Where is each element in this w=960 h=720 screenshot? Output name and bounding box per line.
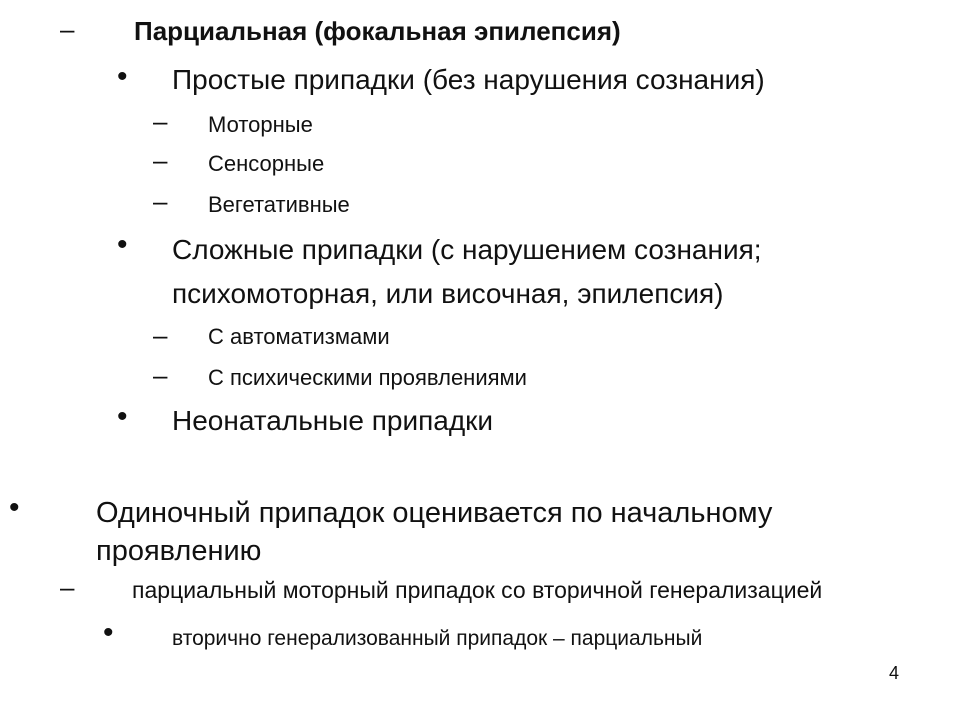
sub-item-psychic: С психическими проявлениями [208, 365, 527, 390]
dash-marker: – [153, 106, 168, 136]
dash-marker: – [153, 186, 168, 216]
dash-marker: – [153, 320, 168, 350]
sub-item-sensory: Сенсорные [208, 151, 325, 176]
section-heading: Парциальная (фокальная эпилепсия) [134, 16, 621, 46]
partial-motor-item: парциальный моторный припадок со вторичной генерализацией [132, 577, 823, 603]
bullet-marker: • [117, 228, 128, 261]
complex-seizures-item: Сложные припадки (с нарушением сознания; психомоторная, или височная, эпилепсия) [172, 234, 762, 309]
dash-marker: – [153, 360, 168, 390]
secondary-generalized-item: вторично генерализованный припадок – парциальный [172, 627, 703, 650]
sub-item-vegetative: Вегетативные [208, 192, 350, 217]
bullet-marker: • [117, 400, 128, 433]
neonatal-seizures-item: Неонатальные припадки [172, 405, 494, 436]
dash-marker: – [60, 14, 75, 44]
bullet-marker: • [117, 60, 128, 93]
sub-item-automatisms: С автоматизмами [208, 324, 390, 349]
simple-seizures-item: Простые припадки (без нарушения сознания) [172, 64, 765, 95]
bullet-marker: • [103, 616, 114, 649]
sub-item-motor: Моторные [208, 112, 313, 137]
single-seizure-item: Одиночный припадок оценивается по начальному проявлению [96, 497, 773, 567]
bullet-marker: • [9, 491, 20, 524]
page-number: 4 [889, 663, 900, 683]
dash-marker: – [60, 572, 75, 602]
dash-marker: – [153, 145, 168, 175]
